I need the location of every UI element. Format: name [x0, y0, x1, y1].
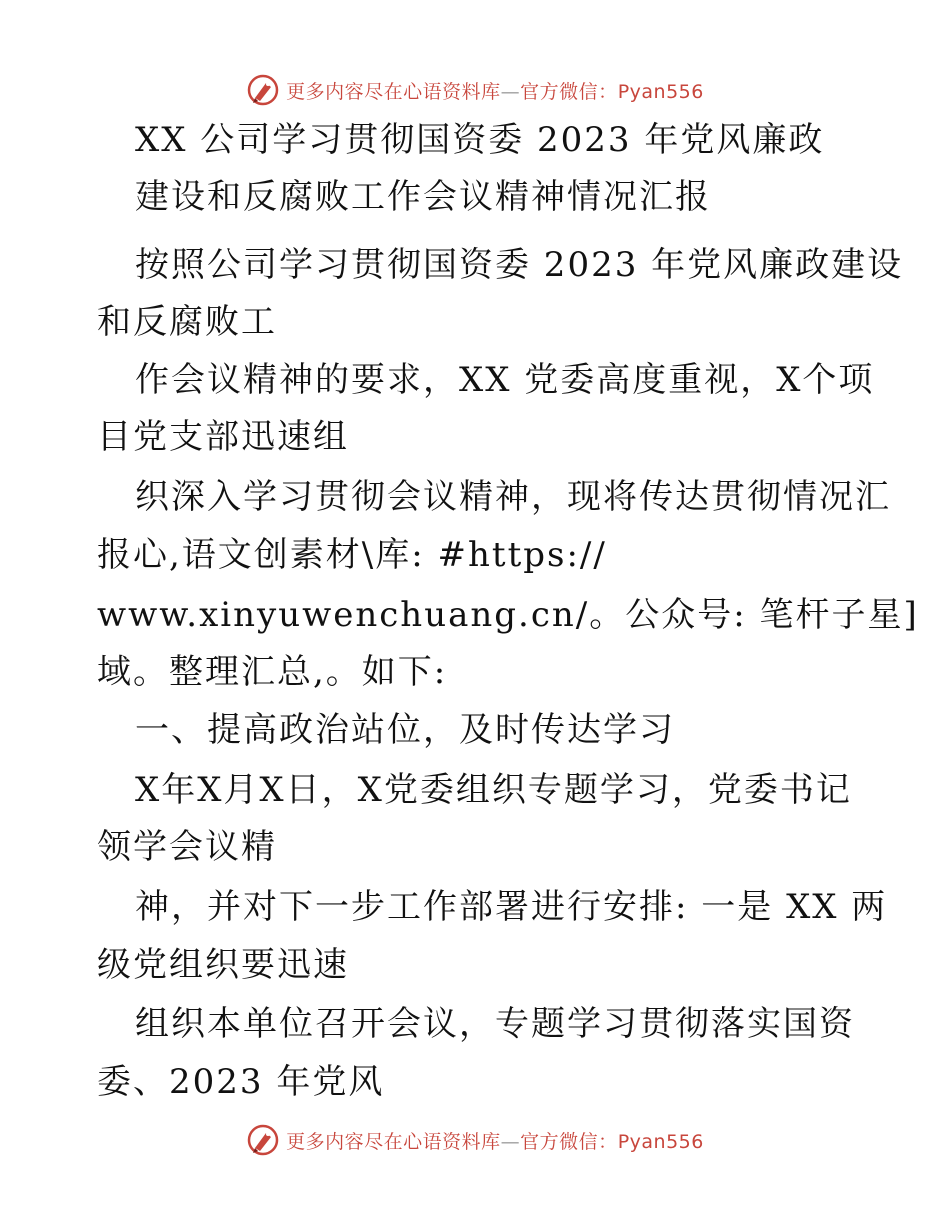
footer-banner-wechat-id: Pyan556	[617, 1130, 704, 1153]
pen-logo-icon	[246, 73, 280, 107]
doc-line-6: 目党支部迅速组	[97, 417, 349, 457]
doc-line-7: 织深入学习贯彻会议精神，现将传达贯彻情况汇	[135, 477, 891, 517]
doc-line-8: 报心,语文创素材\库: #https://	[97, 535, 607, 575]
doc-line-13: 领学会议精	[97, 827, 277, 867]
footer-banner-text	[286, 1127, 704, 1154]
header-banner-separator: —	[500, 80, 521, 103]
footer-banner-wechat-label: 官方微信：	[520, 1130, 618, 1153]
header-banner-slogan: 更多内容尽在心语资料库	[286, 80, 501, 103]
doc-line-1: XX 公司学习贯彻国资委 2023 年党风廉政	[135, 120, 825, 160]
doc-line-4: 和反腐败工	[97, 302, 277, 342]
footer-banner	[0, 1120, 950, 1160]
header-banner-wechat-id: Pyan556	[617, 80, 704, 103]
doc-line-9: www.xinyuwenchuang.cn/。公众号: 笔杆子星]	[97, 595, 919, 635]
footer-banner-slogan: 更多内容尽在心语资料库	[286, 1130, 501, 1153]
header-banner-wechat-label: 官方微信：	[520, 80, 618, 103]
doc-line-11: 一、提高政治站位，及时传达学习	[135, 710, 675, 750]
header-banner	[0, 70, 950, 110]
doc-line-17: 委、2023 年党风	[97, 1062, 385, 1102]
doc-line-14: 神，并对下一步工作部署进行安排: 一是 XX 两	[135, 887, 888, 927]
doc-line-16: 组织本单位召开会议，专题学习贯彻落实国资	[135, 1004, 855, 1044]
footer-banner-inner	[246, 1123, 704, 1157]
doc-line-3: 按照公司学习贯彻国资委 2023 年党风廉政建设	[135, 245, 904, 285]
header-banner-inner	[246, 73, 704, 107]
doc-line-2: 建设和反腐败工作会议精神情况汇报	[135, 177, 711, 217]
doc-line-12: X年X月X日，X党委组织专题学习，党委书记	[135, 770, 852, 810]
doc-line-5: 作会议精神的要求，XX 党委高度重视，X个项	[135, 360, 875, 400]
doc-line-15: 级党组织要迅速	[97, 945, 349, 985]
doc-line-10: 域。整理汇总,。如下:	[97, 652, 448, 692]
pen-logo-icon	[246, 1123, 280, 1157]
footer-banner-separator: —	[500, 1130, 521, 1153]
header-banner-text	[286, 77, 704, 104]
